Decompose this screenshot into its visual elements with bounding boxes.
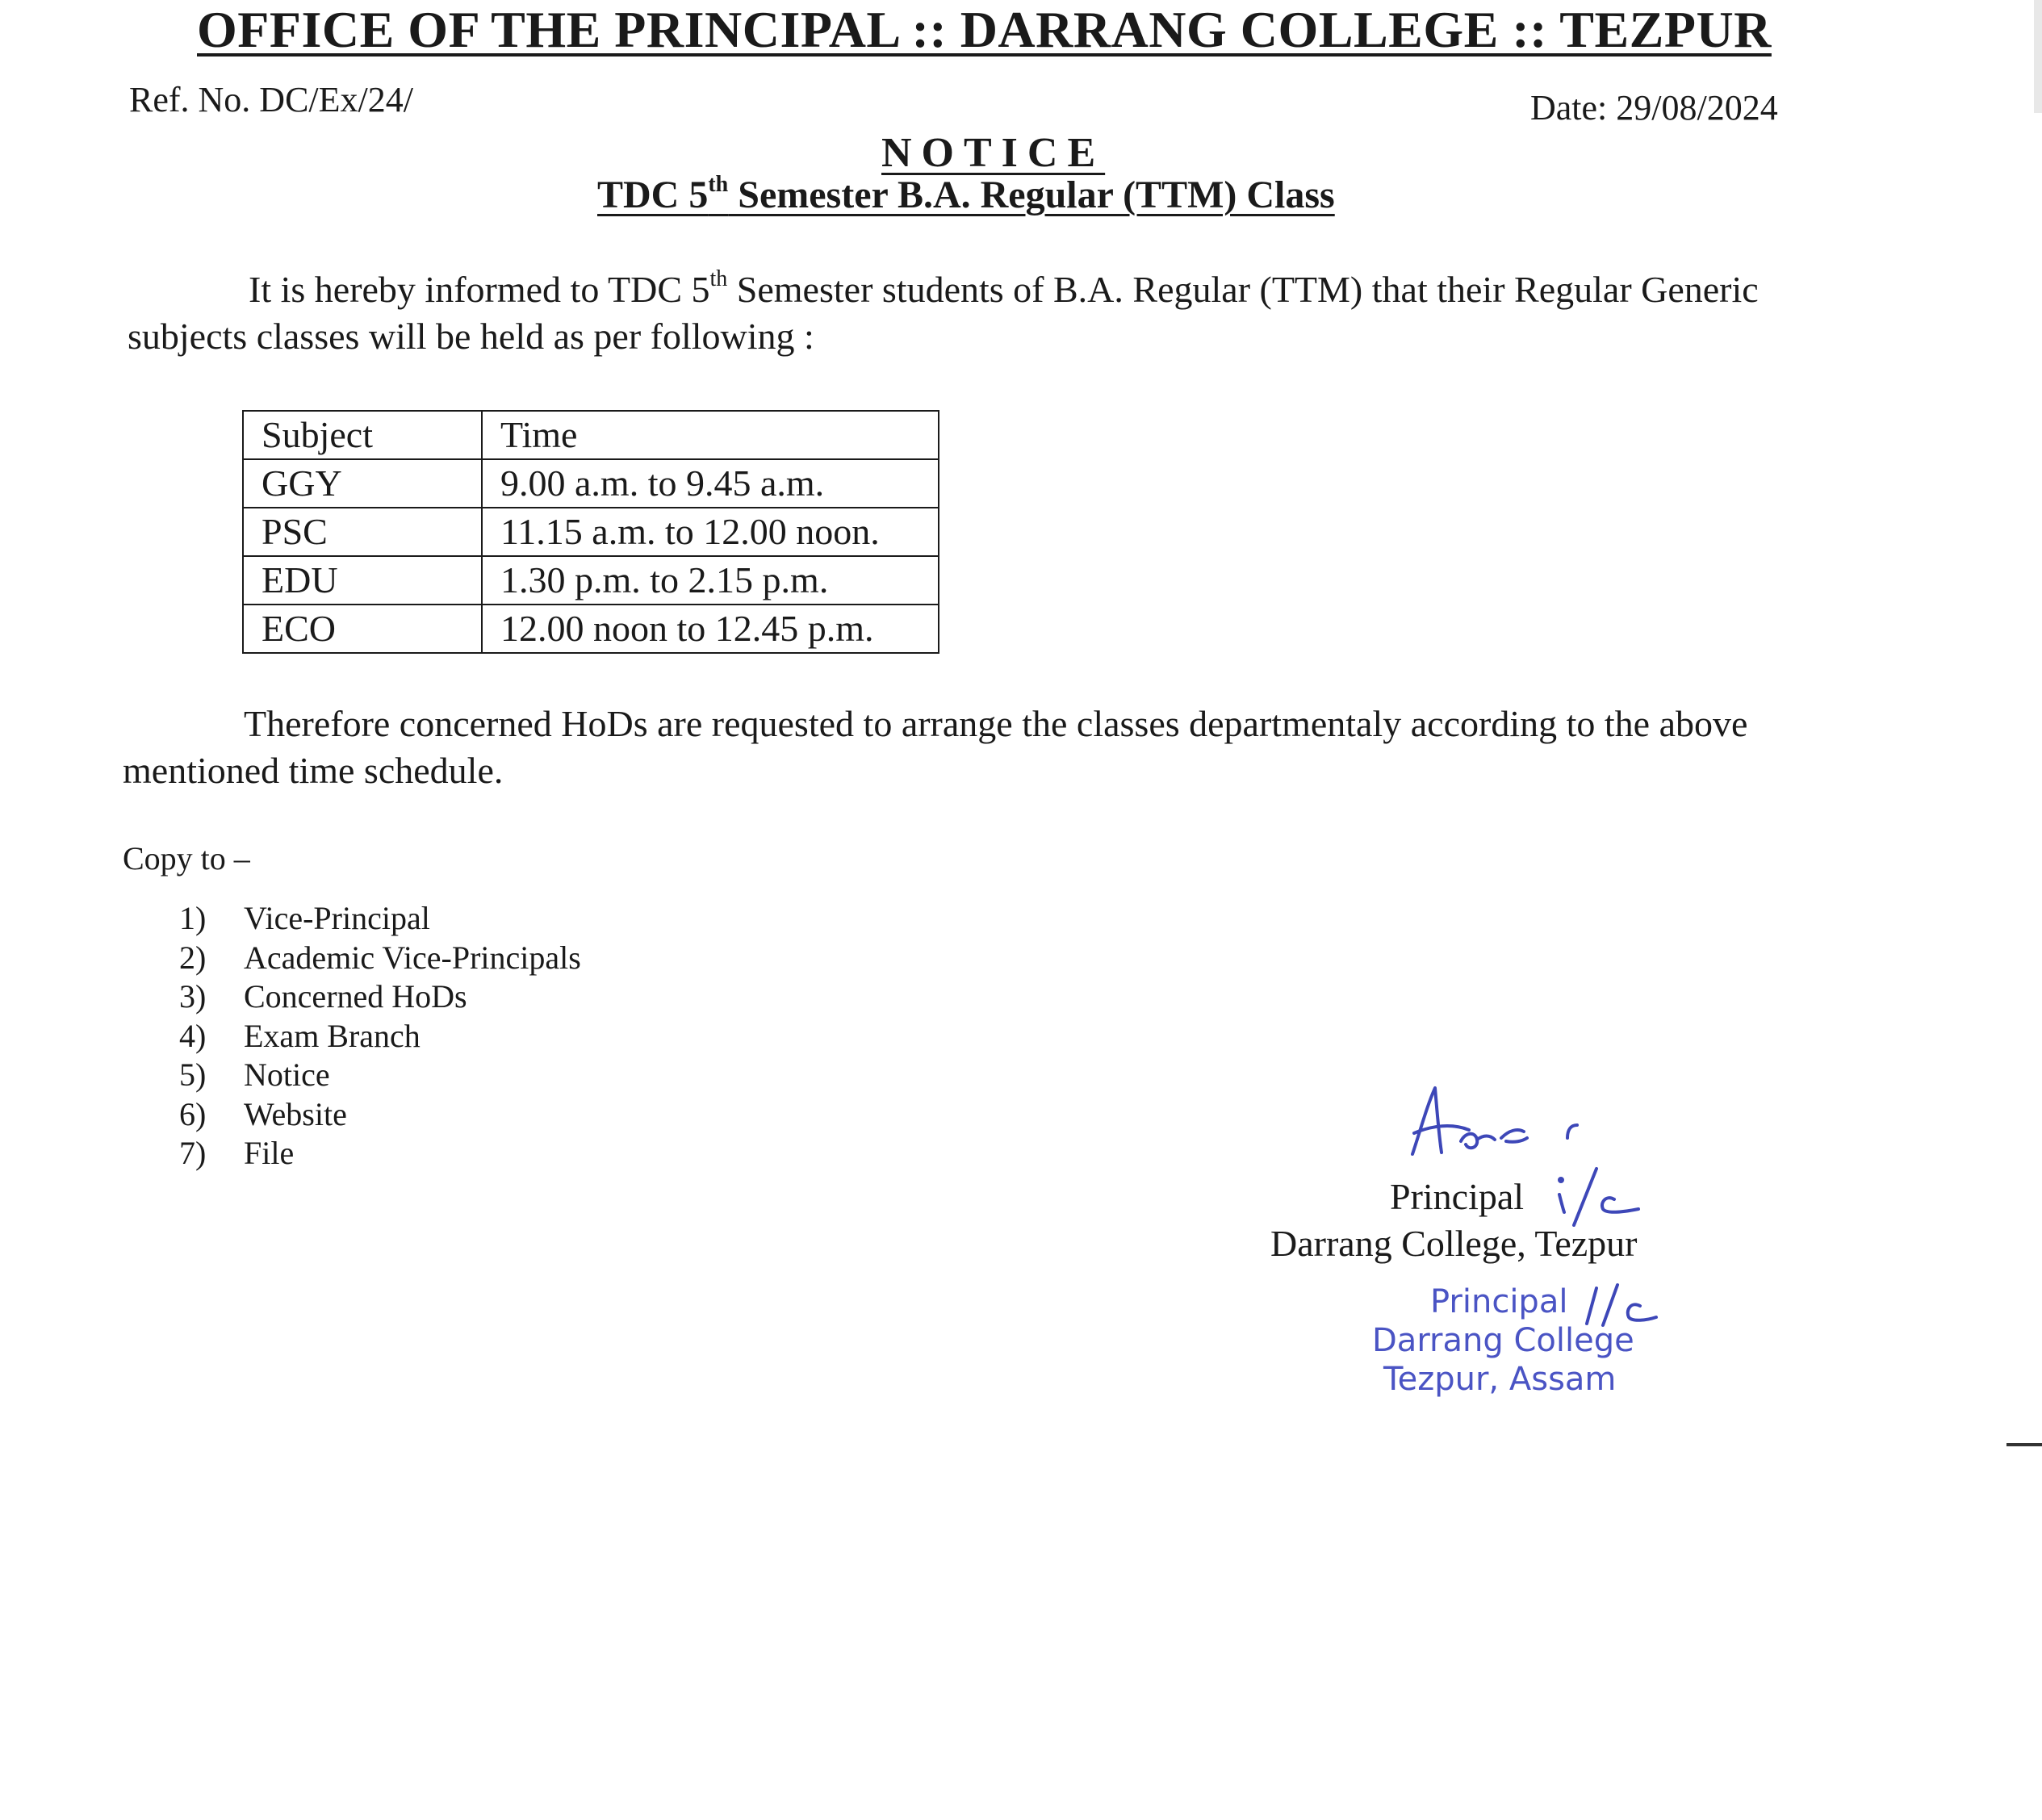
- office-title: OFFICE OF THE PRINCIPAL :: DARRANG COLLEGE :: TEZPUR: [197, 1, 1772, 58]
- list-item: [179, 1095, 581, 1135]
- list-item-text: Website: [244, 1095, 347, 1132]
- reference-number: Ref. No. DC/Ex/24/: [129, 80, 413, 119]
- table-cell-subject: GGY: [243, 459, 482, 508]
- list-item-number: 5): [179, 1056, 207, 1093]
- request-text: Therefore concerned HoDs are requested to arrange the classes departmentaly according to the above mentioned time schedule.: [123, 703, 1748, 791]
- scan-edge-mark: [2006, 1443, 2042, 1446]
- list-item: [179, 939, 581, 978]
- table-header-row: [243, 411, 939, 459]
- list-item: [179, 1056, 581, 1095]
- signature-icon: [1388, 1073, 1598, 1170]
- list-item: [179, 899, 581, 939]
- list-item: [179, 1017, 581, 1056]
- table-cell-time: 12.00 noon to 12.45 p.m.: [482, 605, 939, 653]
- table-row: [243, 556, 939, 605]
- notice-heading: NOTICE: [881, 130, 1106, 176]
- signatory-title: Principal: [1390, 1176, 1525, 1217]
- intro-sup: th: [709, 266, 728, 291]
- table-cell-time: 9.00 a.m. to 9.45 a.m.: [482, 459, 939, 508]
- notice-subject-prefix: TDC 5: [597, 174, 709, 216]
- list-item-number: 1): [179, 900, 207, 936]
- intro-paragraph: [128, 266, 1790, 360]
- request-paragraph: [123, 701, 1785, 794]
- copy-to-label: Copy to –: [123, 840, 250, 877]
- handwritten-ic-icon: [1550, 1162, 1647, 1227]
- intro-part1: It is hereby informed to TDC 5: [249, 269, 710, 310]
- list-item-text: Vice-Principal: [244, 900, 430, 936]
- scan-edge-shadow: [2034, 0, 2042, 113]
- list-item: [179, 1134, 581, 1174]
- table-header-time: Time: [482, 411, 939, 459]
- list-item-text: File: [244, 1135, 295, 1171]
- list-item: [179, 977, 581, 1017]
- notice-subject-sup: th: [708, 172, 729, 197]
- table-cell-time: 1.30 p.m. to 2.15 p.m.: [482, 556, 939, 605]
- signatory-college: Darrang College, Tezpur: [1270, 1223, 1638, 1264]
- list-item-text: Academic Vice-Principals: [244, 939, 581, 976]
- list-item-text: Notice: [244, 1056, 330, 1093]
- list-item-text: Concerned HoDs: [244, 978, 467, 1015]
- stamp-line-principal: Principal: [1430, 1283, 1568, 1320]
- table-row: [243, 605, 939, 653]
- table-cell-subject: EDU: [243, 556, 482, 605]
- stamp-line-location: Tezpur, Assam: [1383, 1361, 1617, 1398]
- table-row: [243, 459, 939, 508]
- list-item-number: 6): [179, 1095, 207, 1132]
- table-cell-subject: ECO: [243, 605, 482, 653]
- list-item-text: Exam Branch: [244, 1017, 421, 1054]
- notice-subject: [597, 173, 1335, 217]
- table-header-subject: Subject: [243, 411, 482, 459]
- list-item-number: 7): [179, 1135, 207, 1171]
- schedule-table: [242, 410, 939, 654]
- table-cell-time: 11.15 a.m. to 12.00 noon.: [482, 508, 939, 556]
- table-cell-subject: PSC: [243, 508, 482, 556]
- stamp-line-college: Darrang College: [1372, 1322, 1634, 1359]
- notice-date: Date: 29/08/2024: [1530, 88, 1778, 128]
- notice-subject-suffix: Semester B.A. Regular (TTM) Class: [728, 174, 1335, 216]
- list-item-number: 4): [179, 1017, 207, 1054]
- table-row: [243, 508, 939, 556]
- copy-to-list: [179, 899, 581, 1174]
- list-item-number: 2): [179, 939, 207, 976]
- list-item-number: 3): [179, 978, 207, 1015]
- intro-part2: Semester students of B.A. Regular (TTM) that their Regular Generic subjects classes will be held as per following :: [128, 269, 1759, 357]
